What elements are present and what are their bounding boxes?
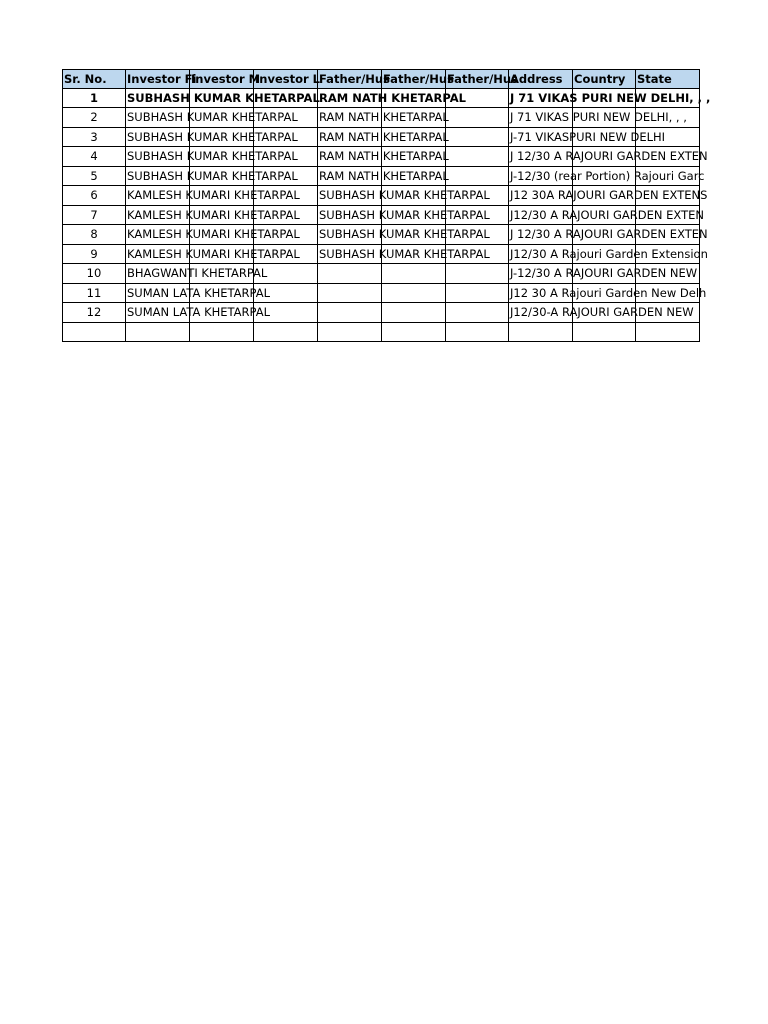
father-name-value: SUBHASH KUMAR KHETARPAL (319, 246, 490, 261)
table-cell[interactable] (126, 186, 300, 206)
header-cell-father-first[interactable] (318, 69, 390, 89)
header-cell-sr-no[interactable] (62, 69, 126, 89)
table-row (62, 245, 708, 265)
table-cell[interactable] (318, 303, 382, 323)
header-cell-address[interactable] (509, 69, 573, 89)
header-cell-investor-first[interactable] (126, 69, 197, 89)
table-cell[interactable] (62, 284, 126, 304)
sr-no-value: 7 (90, 207, 98, 222)
address-value: J12 30A RAJOURI GARDEN EXTENS (510, 188, 708, 202)
table-cell[interactable] (509, 147, 708, 167)
address-value: J 12/30 A RAJOURI GARDEN EXTEN (510, 149, 708, 163)
table-cell[interactable] (509, 323, 573, 343)
address-value: J12/30 A Rajouri Garden Extension (510, 246, 708, 261)
table-row (62, 108, 700, 128)
sr-no-value: 5 (90, 168, 98, 183)
table-cell[interactable] (62, 128, 126, 148)
sr-no-value: 9 (90, 246, 98, 261)
sr-no-value: 10 (86, 266, 102, 280)
table-cell[interactable] (62, 167, 126, 187)
spreadsheet (62, 69, 711, 342)
table-cell[interactable] (509, 284, 707, 304)
table-cell[interactable] (62, 89, 126, 109)
header-cell-investor-last[interactable] (254, 69, 321, 89)
father-name-value: RAM NATH KHETARPAL (319, 90, 467, 105)
table-cell[interactable] (382, 264, 446, 284)
table-cell[interactable] (446, 128, 509, 148)
investor-name-value: SUBHASH KUMAR KHETARPAL (127, 129, 298, 144)
table-cell[interactable] (509, 264, 698, 284)
investor-name-value: SUMAN LATA KHETARPAL (127, 285, 270, 300)
table-cell[interactable] (62, 206, 126, 226)
header-label: State (637, 72, 672, 86)
sr-no-value: 11 (86, 285, 102, 300)
father-name-value: RAM NATH KHETARPAL (319, 129, 449, 144)
table-cell[interactable] (382, 284, 446, 304)
sr-no-value: 1 (89, 90, 98, 105)
table-cell[interactable] (318, 245, 490, 265)
table-cell[interactable] (446, 147, 509, 167)
table-cell[interactable] (126, 264, 268, 284)
table-cell[interactable] (509, 108, 687, 128)
sr-no-value: 4 (90, 149, 98, 163)
sr-no-value: 2 (90, 110, 98, 124)
table-cell[interactable] (509, 186, 708, 206)
table-cell[interactable] (318, 323, 382, 343)
header-label: Address (510, 72, 563, 86)
table-row (62, 284, 707, 304)
table-cell[interactable] (509, 128, 666, 148)
sr-no-value: 12 (86, 305, 102, 319)
table-body (62, 89, 711, 343)
table-cell[interactable] (446, 167, 509, 187)
table-cell[interactable] (509, 167, 705, 187)
investor-name-value: SUMAN LATA KHETARPAL (127, 305, 270, 319)
address-value: J12/30-A RAJOURI GARDEN NEW (510, 305, 694, 319)
investor-name-value: BHAGWANTI KHETARPAL (127, 266, 268, 280)
header-cell-father-last[interactable] (446, 69, 518, 89)
investor-name-value: SUBHASH KUMAR KHETARPAL (127, 149, 298, 163)
table-cell[interactable] (446, 284, 509, 304)
table-cell[interactable] (509, 89, 711, 109)
table-cell[interactable] (254, 323, 318, 343)
table-cell[interactable] (318, 89, 467, 109)
sr-no-value: 8 (90, 227, 98, 241)
header-row (62, 69, 700, 89)
table-cell[interactable] (446, 264, 509, 284)
address-value: J-71 VIKASPURI NEW DELHI (510, 129, 666, 144)
header-label: Father/Hus (383, 72, 454, 86)
address-value: J 71 VIKAS PURI NEW DELHI, , , (510, 90, 711, 105)
father-name-value: SUBHASH KUMAR KHETARPAL (319, 207, 490, 222)
address-value: J 12/30 A RAJOURI GARDEN EXTEN (510, 227, 708, 241)
table-row (62, 303, 700, 323)
table-cell[interactable] (126, 167, 298, 187)
header-label: Father/Hus (447, 72, 518, 86)
table-cell[interactable] (62, 186, 126, 206)
investor-name-value: KAMLESH KUMARI KHETARPAL (127, 207, 300, 222)
table-cell[interactable] (190, 323, 254, 343)
father-name-value: RAM NATH KHETARPAL (319, 110, 449, 124)
sr-no-value: 3 (90, 129, 98, 144)
table-cell[interactable] (509, 225, 708, 245)
table-cell[interactable] (62, 303, 126, 323)
table-row (62, 225, 708, 245)
address-value: J-12/30 A RAJOURI GARDEN NEW (510, 266, 698, 280)
table-cell[interactable] (636, 323, 700, 343)
table-cell[interactable] (126, 303, 270, 323)
table-row (62, 147, 708, 167)
sr-no-value: 6 (90, 188, 98, 202)
table-row (62, 323, 700, 343)
address-value: J12 30 A Rajouri Garden New Delh (510, 285, 707, 300)
table-row (62, 128, 700, 148)
table-cell[interactable] (509, 245, 708, 265)
table-cell[interactable] (62, 108, 126, 128)
address-value: J 71 VIKAS PURI NEW DELHI, , , (510, 110, 687, 124)
table-cell[interactable] (509, 303, 694, 323)
table-cell[interactable] (126, 147, 298, 167)
header-label: Father/Hus (319, 72, 390, 86)
table-cell[interactable] (62, 147, 126, 167)
table-cell[interactable] (62, 225, 126, 245)
table-cell[interactable] (126, 128, 298, 148)
investor-name-value: KAMLESH KUMARI KHETARPAL (127, 227, 300, 241)
header-cell-father-middle[interactable] (382, 69, 454, 89)
table-cell[interactable] (62, 245, 126, 265)
father-name-value: SUBHASH KUMAR KHETARPAL (319, 188, 490, 202)
header-label: Country (574, 72, 626, 86)
investor-name-value: KAMLESH KUMARI KHETARPAL (127, 246, 300, 261)
table-cell[interactable] (318, 186, 490, 206)
table-row (62, 186, 708, 206)
table-cell[interactable] (318, 225, 490, 245)
table-cell[interactable] (62, 264, 126, 284)
table-row (62, 264, 700, 284)
header-cell-country[interactable] (573, 69, 636, 89)
investor-name-value: KAMLESH KUMARI KHETARPAL (127, 188, 300, 202)
table-cell[interactable] (446, 323, 509, 343)
header-label: Investor Fi (127, 72, 197, 86)
table-cell[interactable] (509, 206, 704, 226)
header-cell-investor-middle[interactable] (190, 69, 261, 89)
address-value: J-12/30 (rear Portion) Rajouri Garc (510, 168, 705, 183)
investor-name-value: SUBHASH KUMAR KHETARPAL (127, 168, 298, 183)
table-cell[interactable] (318, 108, 449, 128)
father-name-value: RAM NATH KHETARPAL (319, 168, 449, 183)
table-cell[interactable] (318, 167, 449, 187)
table-cell[interactable] (62, 323, 126, 343)
table-cell[interactable] (318, 206, 490, 226)
table-cell[interactable] (318, 128, 449, 148)
table-cell[interactable] (382, 303, 446, 323)
table-row (62, 167, 705, 187)
table-row (62, 206, 704, 226)
table-cell[interactable] (126, 108, 298, 128)
table-cell[interactable] (126, 89, 320, 109)
table-cell[interactable] (126, 245, 300, 265)
table-cell[interactable] (126, 323, 190, 343)
table-cell[interactable] (126, 206, 300, 226)
investor-name-value: SUBHASH KUMAR KHETARPAL (127, 110, 298, 124)
header-label: Sr. No. (64, 72, 107, 86)
address-value: J12/30 A RAJOURI GARDEN EXTEN (510, 207, 704, 222)
investor-name-value: SUBHASH KUMAR KHETARPAL (127, 90, 320, 105)
father-name-value: SUBHASH KUMAR KHETARPAL (319, 227, 490, 241)
table-cell[interactable] (446, 108, 509, 128)
table-cell[interactable] (382, 323, 446, 343)
table-cell[interactable] (126, 225, 300, 245)
header-label: Investor M (191, 72, 261, 86)
table-cell[interactable] (318, 264, 382, 284)
table-cell[interactable] (446, 303, 509, 323)
table-cell[interactable] (318, 284, 382, 304)
table-cell[interactable] (126, 284, 270, 304)
table-cell[interactable] (318, 147, 449, 167)
father-name-value: RAM NATH KHETARPAL (319, 149, 449, 163)
header-cell-state[interactable] (636, 69, 700, 89)
header-label: Investor L (255, 72, 321, 86)
table-cell[interactable] (573, 323, 636, 343)
table-row (62, 89, 711, 109)
